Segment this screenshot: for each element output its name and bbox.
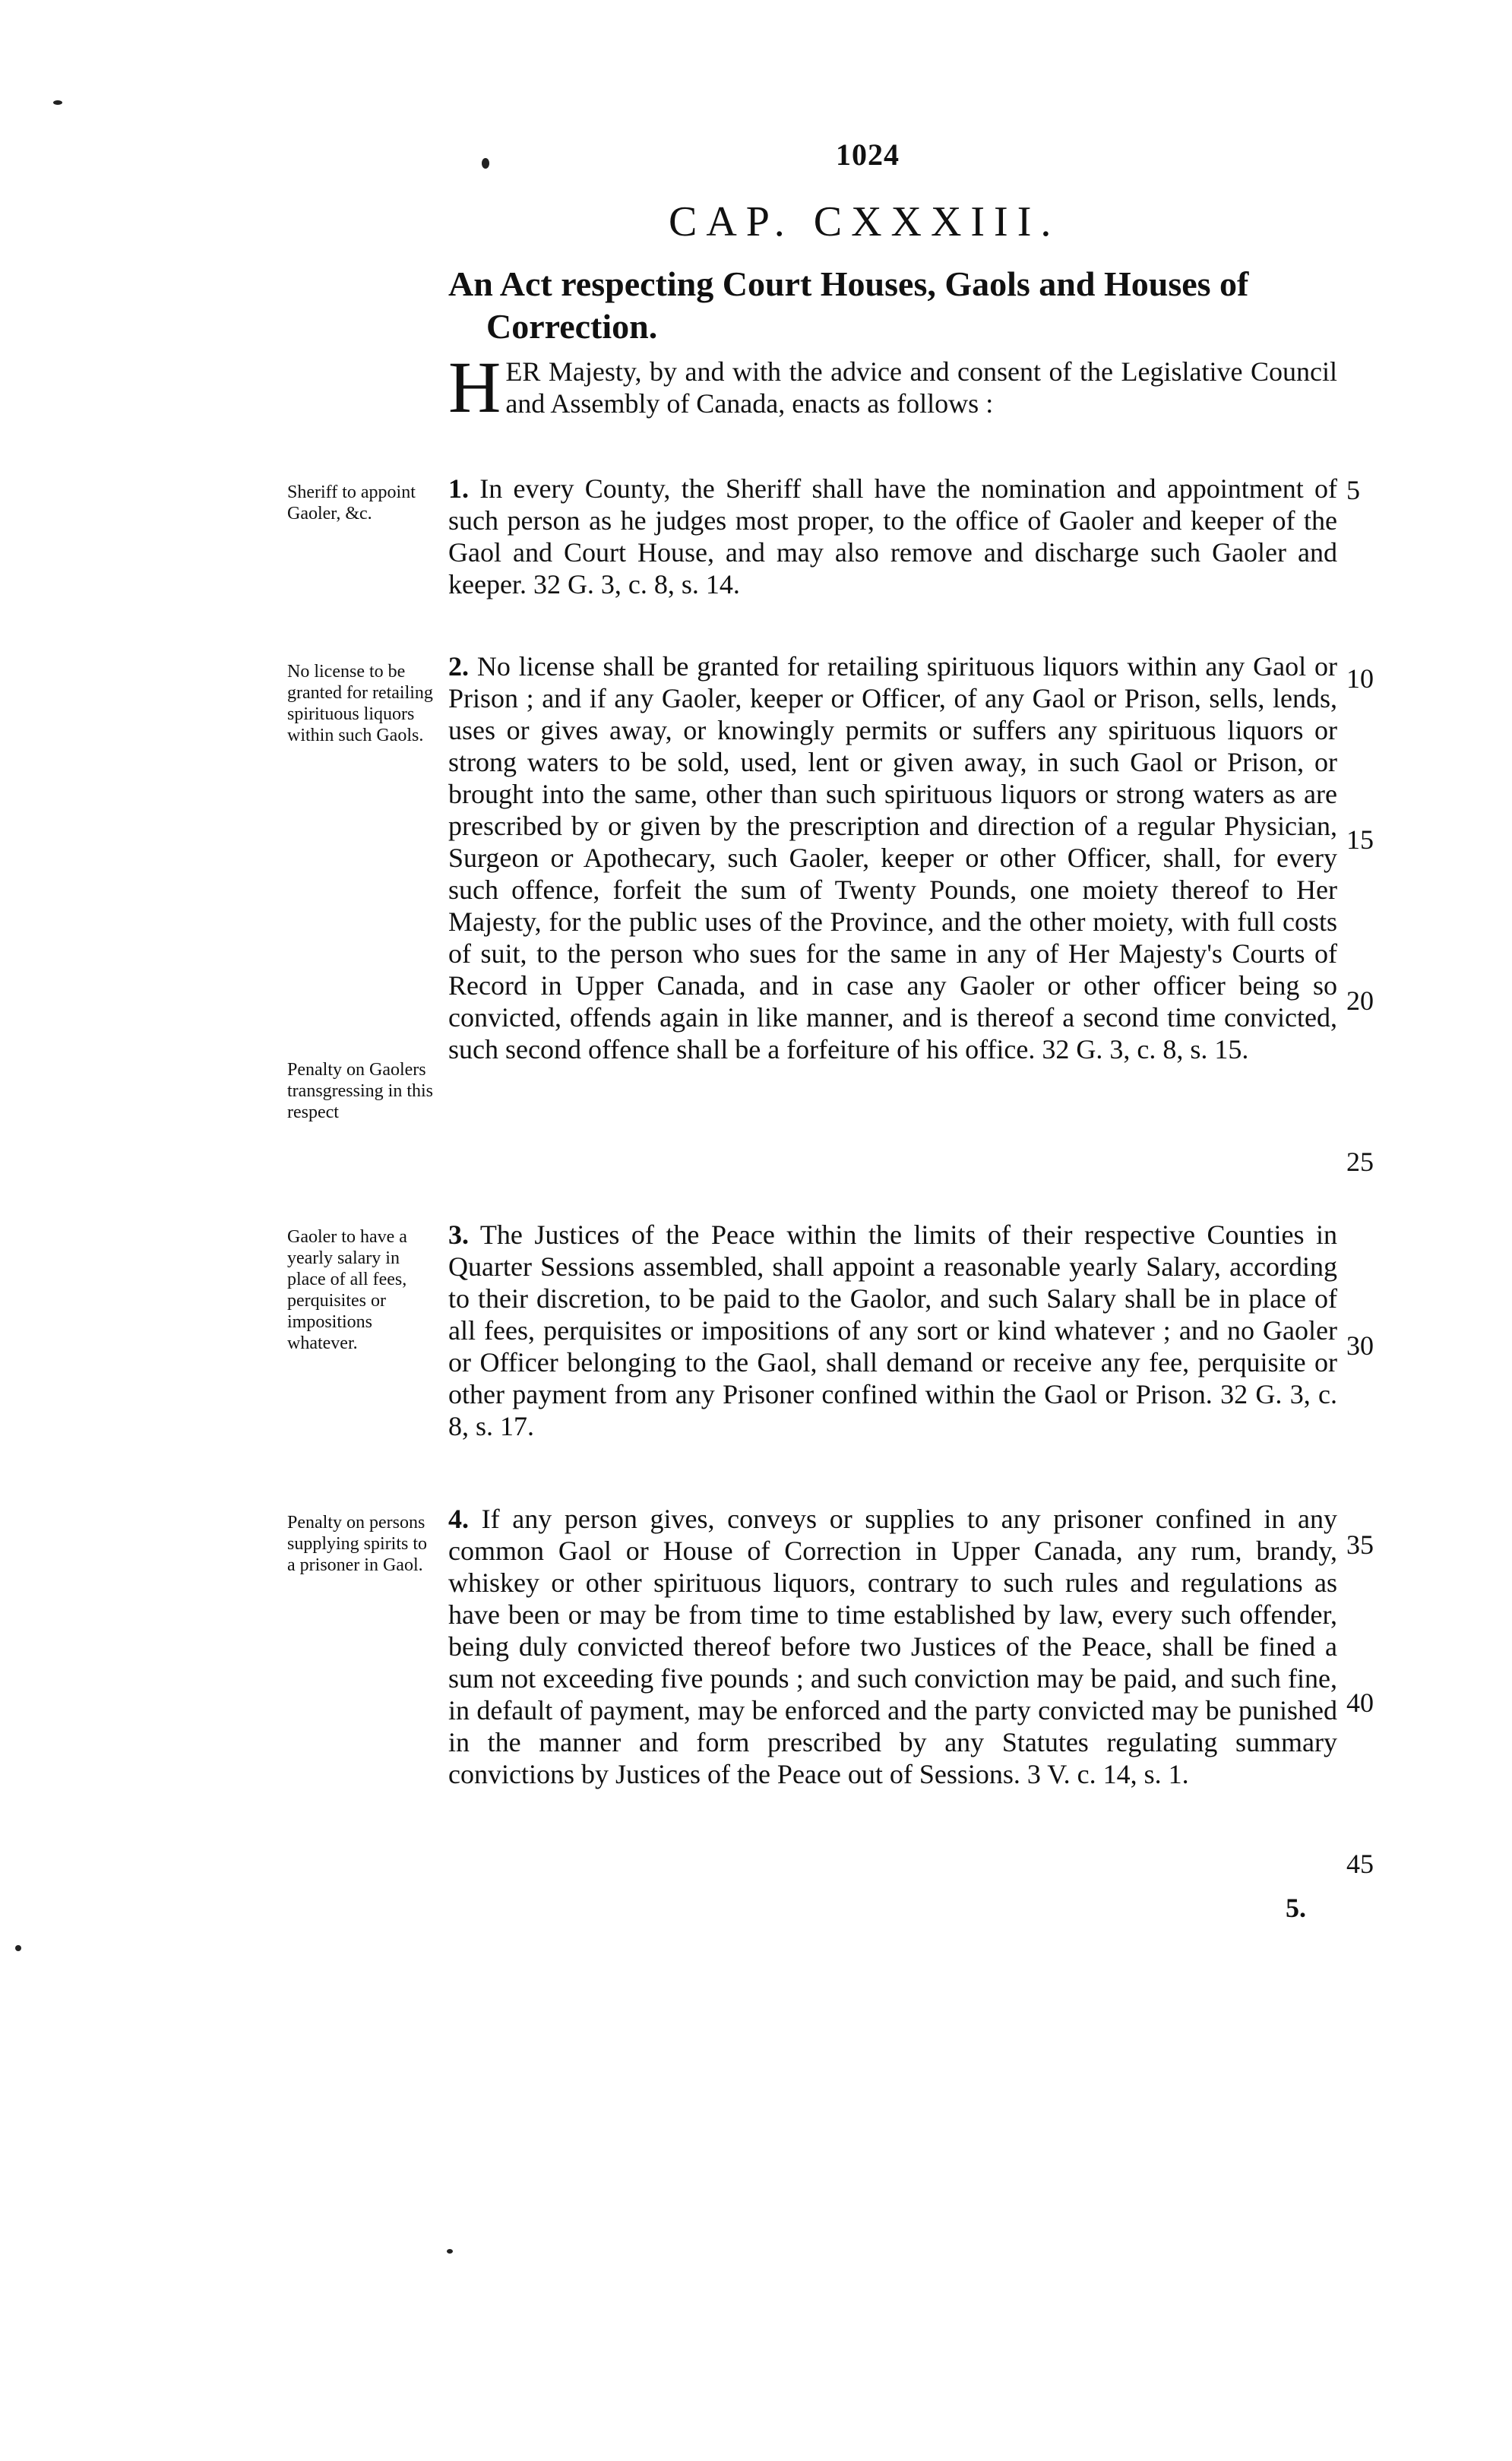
sidenote-salary: Gaoler to have a yearly salary in place of all fees, perquisites or impositions whatever.	[287, 1227, 407, 1353]
enacting-clause	[448, 346, 1337, 428]
chapter-heading: CAP. CXXXIII.	[669, 198, 1061, 245]
line-number: 10	[1346, 663, 1374, 694]
section-number: 4.	[448, 1504, 469, 1534]
line-number: 5	[1346, 475, 1360, 505]
ink-speck	[447, 2249, 453, 2254]
line-number: 20	[1346, 985, 1374, 1016]
sidenote-sheriff: Sheriff to appoint Gaoler, &c.	[287, 482, 416, 524]
line-number: 40	[1346, 1688, 1374, 1718]
section-2	[448, 650, 1337, 1065]
drop-cap: H	[448, 346, 501, 428]
line-number: 25	[1346, 1147, 1374, 1177]
sidenote-supplying-spirits: Penalty on persons supplying spirits to a prisoner in Gaol.	[287, 1513, 428, 1575]
ink-speck	[482, 158, 489, 169]
page-number: 1024	[836, 138, 900, 172]
enacting-text: ER Majesty, by and with the advice and consent of the Legislative Council and Assembly of Canada, enacts as follows :	[505, 356, 1337, 419]
section-number: 2.	[448, 651, 469, 682]
sidenote-no-license: No license to be granted for retailing spirituous liquors within such Gaols.	[287, 662, 433, 745]
act-title: An Act respecting Court Houses, Gaols and Houses of Correction.	[448, 264, 1249, 346]
section-number: 1.	[448, 473, 469, 504]
sidenote-penalty-gaolers: Penalty on Gaolers transgressing in this respect	[287, 1060, 433, 1122]
line-number: 35	[1346, 1529, 1374, 1560]
section-4	[448, 1503, 1337, 1790]
catchword: 5.	[1286, 1893, 1306, 1923]
line-number: 15	[1346, 824, 1374, 855]
section-3	[448, 1219, 1337, 1442]
section-number: 3.	[448, 1219, 469, 1250]
section-text: No license shall be granted for retailing spirituous liquors within any Gaol or Prison ; and if any Gaoler, keeper or Officer, of any Gaol or Prison, sells, lends, uses or gives away, or knowingly permits or suffers any spirituous liquors or strong waters to be sold, used, lent or given away, in such Gaol or Prison, or brought into the same, other than such spirituous liquors or strong waters as are prescribed by or given by the prescription and direction of a regular Physician, Surgeon or Apothecary, such Gaoler, keeper or other Officer, shall, for every such offence, forfeit the sum of Twenty Pounds, one moiety thereof to Her Majesty, for the public uses of the Province, and the other moiety, with full costs of suit, to the person who sues for the same in any of Her Majesty's Courts of Record in Upper Canada, and in case any Gaoler or other officer being so convicted, offends again in like manner, and is thereof a second time convicted, such second offence shall be a forfeiture of his office. 32 G. 3, c. 8, s. 15.	[448, 651, 1338, 1064]
line-number: 45	[1346, 1849, 1374, 1879]
ink-speck	[53, 100, 62, 105]
ink-speck	[15, 1945, 21, 1951]
section-1	[448, 473, 1337, 600]
section-text: In every County, the Sheriff shall have the nomination and appointment of such person as he judges most proper, to the office of Gaoler and keeper of the Gaol and Court House, and may also remove and discharge such Gaoler and keeper. 32 G. 3, c. 8, s. 14.	[448, 473, 1337, 599]
line-number: 30	[1346, 1330, 1374, 1361]
section-text: If any person gives, conveys or supplies to any prisoner confined in any common Gaol or House of Correction in Upper Canada, any rum, brandy, whiskey or other spirituous liquors, contrary to such rules and regulations as have been or may be from time to time established by law, every such offender, being duly convicted thereof before two Justices of the Peace, shall be fined a sum not exceeding five pounds ; and such conviction may be paid, and such fine, in default of payment, may be enforced and the party convicted may be punished in the manner and form prescribed by any Statutes regulating summary convictions by Justices of the Peace out of Sessions. 3 V. c. 14, s. 1.	[448, 1504, 1337, 1789]
section-text: The Justices of the Peace within the limits of their respective Counties in Quarter Sessions assembled, shall appoint a reasonable yearly Salary, according to their discretion, to be paid to the Gaolor, and such Salary shall be in place of all fees, perquisites or impositions of any sort or kind whatever ; and no Gaoler or Officer belonging to the Gaol, shall demand or receive any fee, perquisite or other payment from any Prisoner confined within the Gaol or Prison. 32 G. 3, c. 8, s. 17.	[448, 1219, 1337, 1441]
